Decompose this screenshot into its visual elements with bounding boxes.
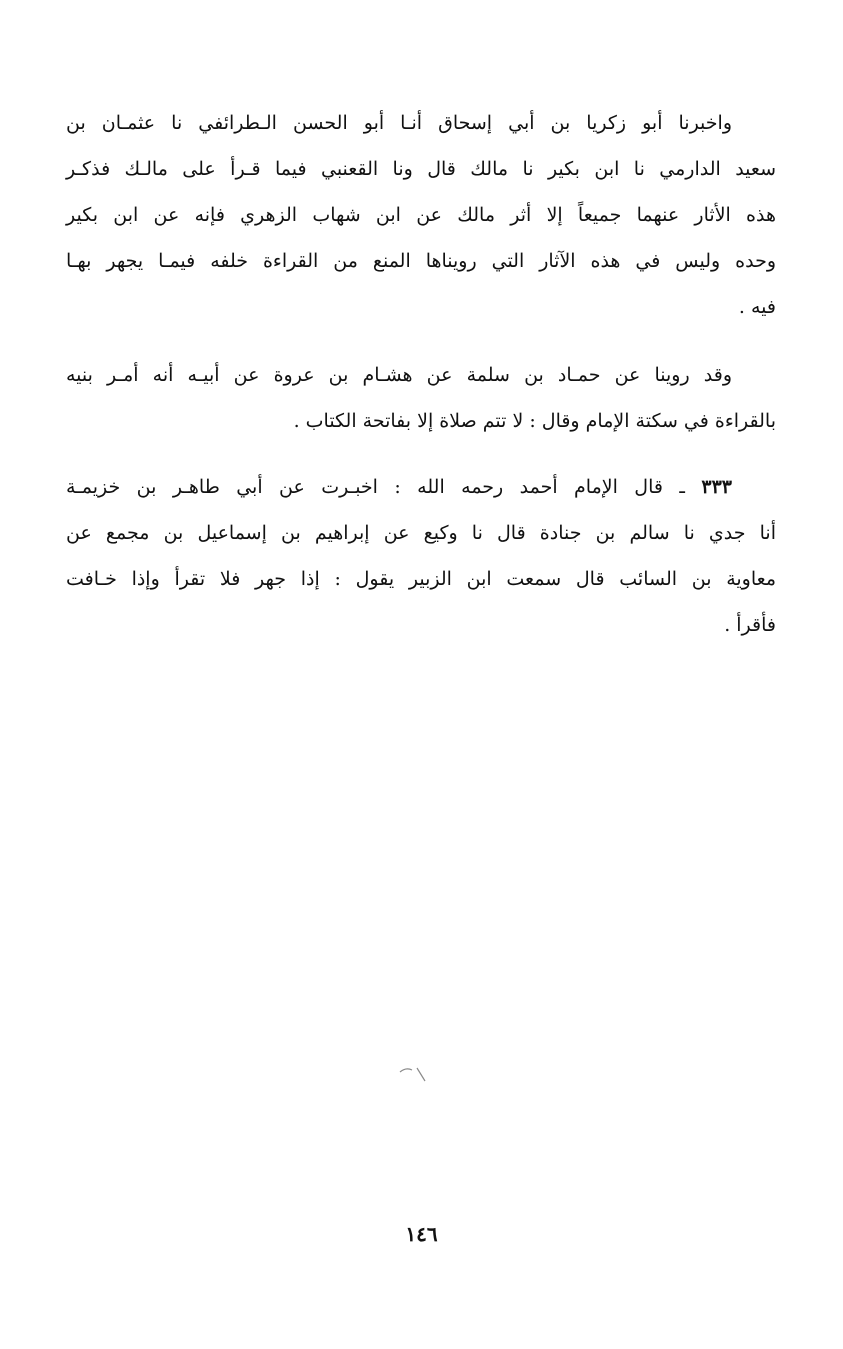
paragraph-2 [66, 352, 776, 444]
text-line [66, 464, 776, 510]
line-text: وقد روينا عن حمـاد بن سلمة عن هشـام بن عروة عن أبيـه أنه أمـر بنيه [66, 364, 732, 386]
text-line: أنا جدي نا سالم بن جنادة قال نا وكيع عن إبراهيم بن إسماعيل بن مجمع عن [66, 522, 776, 544]
paragraph-spacer [66, 330, 776, 352]
paragraph-3 [66, 464, 776, 648]
text-line: سعيد الدارمي نا ابن بكير نا مالك قال ونا القعنبي فيما قـرأ على مالـك فذكـر [66, 158, 776, 180]
text-line [66, 100, 776, 146]
line-text: ـ قال الإمام أحمد رحمه الله : اخبـرت عن أبي طاهـر بن خزيمـة [66, 476, 685, 498]
scan-smudge [398, 1066, 428, 1084]
text-line: معاوية بن السائب قال سمعت ابن الزبير يقول : إذا جهر فلا تقرأ وإذا خـافت [66, 568, 776, 590]
text-line: بالقراءة في سكتة الإمام وقال : لا تتم صلاة إلا بفاتحة الكتاب . [293, 410, 776, 432]
page-number: ١٤٦ [405, 1222, 438, 1246]
text-line: هذه الأثار عنهما جميعاً إلا أثر مالك عن ابن شهاب الزهري فإنه عن ابن بكير [66, 204, 776, 226]
line-text: واخبرنا أبو زكريا بن أبي إسحاق أنـا أبو الحسن الـطرائفي نا عثمـان بن [66, 112, 732, 134]
entry-number: ٣٣٣ [701, 476, 732, 498]
text-line: وحده وليس في هذه الآثار التي رويناها المنع من القراءة خلفه فيمـا يجهر بهـا [66, 250, 776, 272]
text-line [66, 352, 776, 398]
paragraph-1 [66, 100, 776, 330]
text-line: فيه . [738, 296, 776, 318]
text-line: فأقرأ . [724, 614, 776, 636]
page-body-text [66, 100, 776, 648]
paragraph-spacer [66, 444, 776, 464]
